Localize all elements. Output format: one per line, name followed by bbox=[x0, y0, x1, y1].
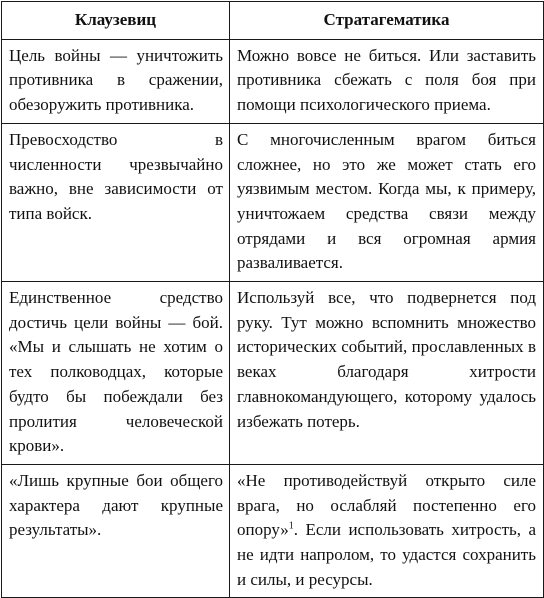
table-row bbox=[2, 123, 544, 281]
quote-text: «Не противодействуй открыто силе врага, но ослабляй постепенно его опору» bbox=[237, 470, 536, 540]
clausewitz-cell: «Лишь крупные бои общего характера дают крупные результаты». bbox=[2, 464, 230, 598]
table-header-row bbox=[2, 2, 544, 40]
table-row bbox=[2, 39, 544, 123]
clausewitz-cell: Цель войны — уничтожить противника в сражении, обезоружить противника. bbox=[2, 39, 230, 123]
footnote-marker: 1 bbox=[288, 520, 294, 532]
comparison-table bbox=[1, 1, 544, 598]
clausewitz-cell: Превосходство в численности чрезвычайно важно, вне зависимости от типа войск. bbox=[2, 123, 230, 281]
clausewitz-cell: Единственное средство достичь цели войны — бой. «Мы и слышать не хотим о тех полководцах, которые будто бы побеждали без пролития человеческой крови». bbox=[2, 282, 230, 465]
stratagematics-cell: Можно вовсе не биться. Или заставить противника сбежать с поля боя при помощи психологического приема. bbox=[230, 39, 544, 123]
header-clausewitz: Клаузевиц bbox=[2, 2, 230, 40]
table-row bbox=[2, 464, 544, 598]
table-row bbox=[2, 282, 544, 465]
stratagematics-cell bbox=[230, 464, 544, 598]
cell-text-continuation: . Если использовать хитрость, а не идти напролом, то удастся сохранить и силы, и ресурсы. bbox=[237, 520, 536, 589]
stratagematics-cell: С многочисленным врагом биться сложнее, но это же может стать его уязвимым местом. Когда мы, к примеру, уничтожаем средства связи между отрядами и вся огромная армия разваливается. bbox=[230, 123, 544, 281]
stratagematics-cell: Используй все, что подвернется под руку. Тут можно вспомнить множество исторических событий, прославленных в веках благодаря хитрости главнокомандующего, которому удалось избежать потерь. bbox=[230, 282, 544, 465]
header-stratagematics: Стратагематика bbox=[230, 2, 544, 40]
